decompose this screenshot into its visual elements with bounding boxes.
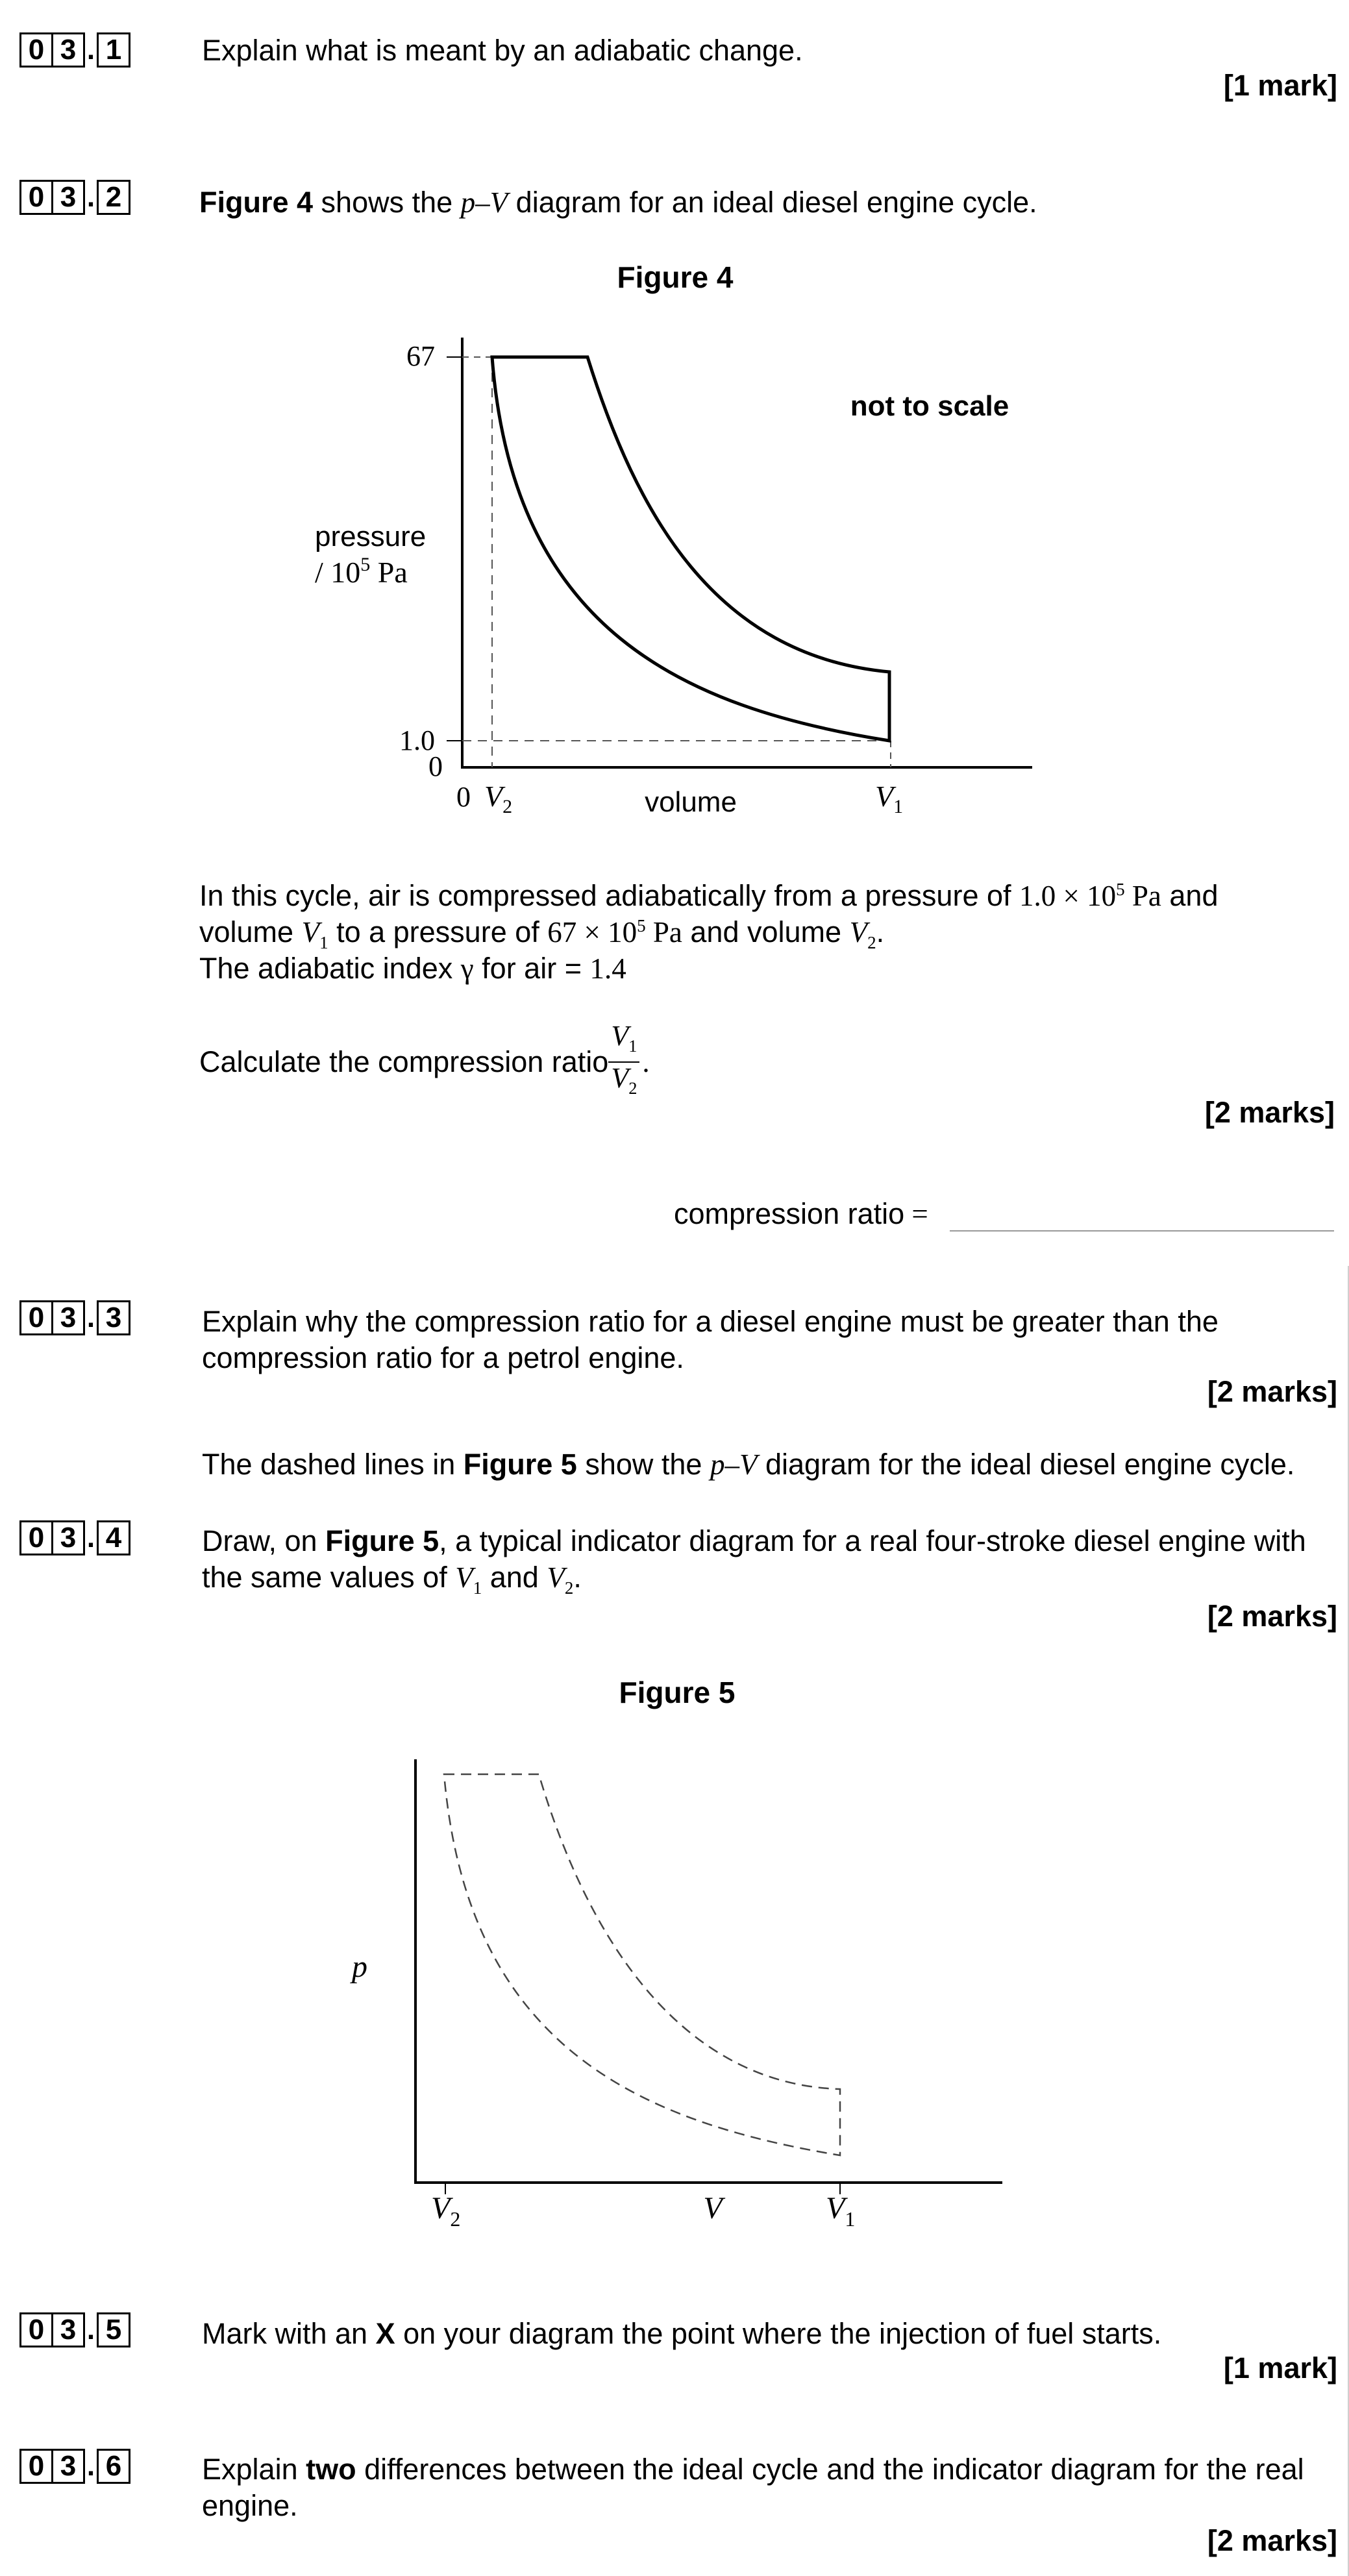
x-axis-label: V bbox=[703, 2191, 723, 2225]
marks-label: [2 marks] bbox=[1204, 1096, 1335, 1129]
qnum-digit: 0 bbox=[19, 1300, 53, 1335]
text-run: The adiabatic index bbox=[199, 952, 461, 985]
question-text: Explain what is meant by an adiabatic change. bbox=[202, 34, 803, 67]
v1-symbol: $V_1$ bbox=[455, 1561, 482, 1598]
marks-label: [2 marks] bbox=[1207, 2524, 1337, 2557]
text-run: diagram for the ideal diesel engine cycle. bbox=[757, 1448, 1295, 1481]
x-tick-label-v2: $V_2$ bbox=[484, 780, 513, 817]
origin-y-label: 0 bbox=[428, 750, 443, 782]
y-axis-label-line2: / $10^5$ Pa bbox=[315, 554, 408, 589]
v2-symbol: $V_2$ bbox=[849, 916, 876, 952]
question-number-03-6 bbox=[19, 2449, 130, 2484]
marks-label: [2 marks] bbox=[1207, 1600, 1337, 1633]
qnum-digit: 0 bbox=[19, 180, 53, 215]
qnum-digit: 0 bbox=[19, 2449, 53, 2484]
marks-label: [2 marks] bbox=[1207, 1375, 1337, 1408]
text-run: and bbox=[1161, 879, 1219, 912]
qnum-dot: . bbox=[86, 34, 95, 66]
text-run: differences between the ideal cycle and the indicator diagram for the real bbox=[356, 2453, 1304, 2486]
question-number-03-5 bbox=[19, 2312, 130, 2347]
compression-ratio-fraction: $\frac{V_1}{V_2}$ bbox=[608, 1021, 639, 1104]
x-tick-label-v1: $V_1$ bbox=[875, 780, 904, 817]
question-number-03-2 bbox=[19, 180, 130, 215]
question-number-03-3 bbox=[19, 1300, 130, 1335]
qnum-digit: 3 bbox=[51, 1300, 85, 1335]
question-text-line-1 bbox=[202, 1523, 1306, 1559]
question-intro bbox=[199, 184, 1037, 221]
paragraph-line-3 bbox=[199, 950, 626, 987]
qnum-dot: . bbox=[86, 1302, 95, 1333]
pv-symbol: p–V bbox=[710, 1448, 758, 1481]
qnum-digit: 3 bbox=[97, 1300, 130, 1335]
question-number-03-1 bbox=[19, 32, 130, 68]
qnum-dot: . bbox=[86, 2314, 95, 2346]
question-text: compression ratio for a petrol engine. bbox=[202, 1341, 684, 1374]
text-run: to a pressure of bbox=[328, 915, 548, 948]
qnum-digit: 1 bbox=[97, 32, 130, 68]
y-axis-label-line1: pressure bbox=[315, 521, 427, 552]
not-to-scale-note: not to scale bbox=[850, 390, 1009, 422]
figure-4-pv-diagram bbox=[299, 318, 1052, 837]
intro-text: shows the bbox=[313, 186, 461, 219]
question-text-line-2: engine. bbox=[202, 2489, 298, 2522]
text-run: . bbox=[876, 915, 885, 948]
pressure-value: $67 \times 10^5$ Pa bbox=[547, 916, 682, 948]
qnum-digit: 3 bbox=[51, 180, 85, 215]
gamma-symbol: γ bbox=[460, 952, 474, 985]
qnum-digit: 0 bbox=[19, 2312, 53, 2347]
text-run: show the bbox=[576, 1448, 710, 1481]
answer-input-line[interactable] bbox=[950, 1229, 1334, 1232]
figure-4-title: Figure 4 bbox=[617, 260, 734, 294]
text-run: , a typical indicator diagram for a real four-stroke diesel engine with bbox=[439, 1524, 1306, 1557]
text-run: . bbox=[573, 1561, 582, 1594]
question-text bbox=[202, 2316, 1161, 2352]
qnum-dot: . bbox=[86, 181, 95, 213]
qnum-digit: 2 bbox=[97, 180, 130, 215]
y-tick-label-1: 1.0 bbox=[399, 724, 435, 756]
pressure-value: $1.0 \times 10^5$ Pa bbox=[1019, 880, 1161, 912]
text-run: volume bbox=[199, 915, 302, 948]
marks-label: [1 mark] bbox=[1223, 69, 1337, 102]
x-tick-label-v1: $V_1$ bbox=[826, 2191, 856, 2231]
text-run: the same values of bbox=[202, 1561, 456, 1594]
y-axis-label: p bbox=[352, 1950, 367, 1984]
figure-5-title: Figure 5 bbox=[619, 1676, 736, 1709]
question-number-03-4 bbox=[19, 1520, 130, 1555]
qnum-digit: 0 bbox=[19, 32, 53, 68]
qnum-digit: 0 bbox=[19, 1520, 53, 1555]
text-run: The dashed lines in bbox=[202, 1448, 464, 1481]
qnum-digit: 5 bbox=[97, 2312, 130, 2347]
y-tick-label-67: 67 bbox=[406, 340, 435, 372]
x-tick-label-v2: $V_2$ bbox=[431, 2191, 461, 2231]
text-run: Mark with an bbox=[202, 2317, 376, 2350]
mark-x: X bbox=[375, 2317, 395, 2350]
marks-label: [1 mark] bbox=[1223, 2351, 1337, 2384]
qnum-digit: 3 bbox=[51, 1520, 85, 1555]
cycle-outline bbox=[492, 357, 889, 741]
text-run: Calculate the compression ratio bbox=[199, 1045, 609, 1078]
figure-ref: Figure 5 bbox=[325, 1524, 439, 1557]
qnum-dot: . bbox=[86, 2450, 95, 2482]
pv-symbol: p–V bbox=[460, 186, 508, 219]
gamma-value: 1.4 bbox=[589, 952, 626, 985]
text-run: In this cycle, air is compressed adiabatically from a pressure of bbox=[199, 879, 1020, 912]
emphasis: two bbox=[306, 2453, 356, 2486]
answer-label: compression ratio = bbox=[674, 1197, 928, 1230]
intro-text: diagram for an ideal diesel engine cycle. bbox=[508, 186, 1037, 219]
question-text: Explain why the compression ratio for a diesel engine must be greater than the bbox=[202, 1305, 1219, 1338]
x-axis-label: volume bbox=[645, 786, 737, 818]
text-run: and bbox=[482, 1561, 547, 1594]
ideal-cycle-dashed bbox=[444, 1774, 840, 2155]
question-text-line-1 bbox=[202, 2451, 1304, 2488]
question-text-line-2 bbox=[202, 1559, 582, 1606]
text-run: Draw, on bbox=[202, 1524, 326, 1557]
text-run: and volume bbox=[682, 915, 850, 948]
qnum-digit: 3 bbox=[51, 2449, 85, 2484]
text-run: . bbox=[642, 1045, 650, 1078]
qnum-digit: 4 bbox=[97, 1520, 130, 1555]
text-run: on your diagram the point where the injection of fuel starts. bbox=[395, 2317, 1162, 2350]
qnum-digit: 3 bbox=[51, 32, 85, 68]
figure-ref: Figure 4 bbox=[199, 186, 314, 219]
v2-symbol: $V_2$ bbox=[547, 1561, 574, 1598]
figure-ref: Figure 5 bbox=[463, 1448, 577, 1481]
text-run: for air = bbox=[473, 952, 590, 985]
figure-5-pv-diagram bbox=[338, 1746, 1052, 2240]
text-run: Explain bbox=[202, 2453, 306, 2486]
origin-x-label: 0 bbox=[456, 781, 471, 813]
qnum-dot: . bbox=[86, 1522, 95, 1554]
v1-symbol: $V_1$ bbox=[301, 916, 328, 952]
calculate-line bbox=[199, 1021, 650, 1104]
dashed-lines-note bbox=[202, 1446, 1294, 1483]
qnum-digit: 6 bbox=[97, 2449, 130, 2484]
qnum-digit: 3 bbox=[51, 2312, 85, 2347]
